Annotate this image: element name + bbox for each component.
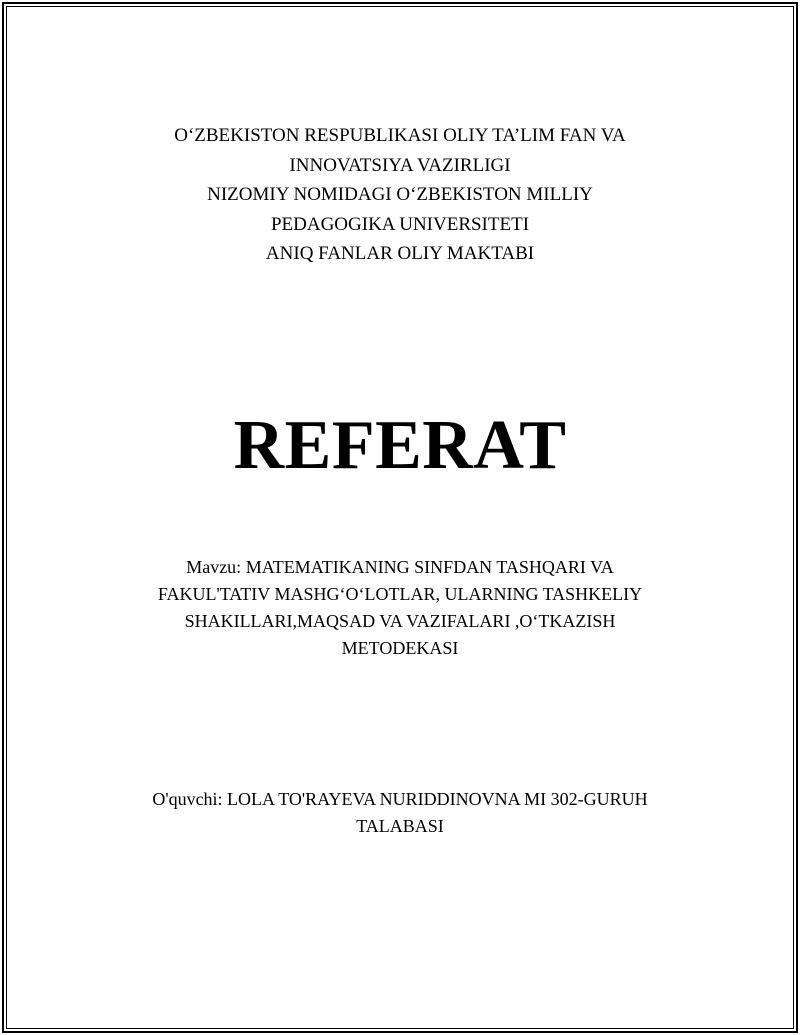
header-line: INNOVATSIYA VAZIRLIGI [289,154,511,176]
student-line: TALABASI [356,816,444,836]
header-line: NIZOMIY NOMIDAGI O‘ZBEKISTON MILLIY [207,184,593,205]
institution-header [0,121,800,269]
topic-block [0,554,800,662]
topic-line: METODEKASI [341,638,459,658]
header-line: O‘ZBEKISTON RESPUBLIKASI OLIY TA’LIM FAN VA [174,125,626,146]
header-line: PEDAGOGIKA UNIVERSITETI [270,213,530,235]
student-line: O'quvchi: LOLA TO'RAYEVA NURIDDINOVNA MI 302-GURUH [152,789,648,809]
topic-line: Mavzu: MATEMATIKANING SINFDAN TASHQARI VA [186,557,614,577]
topic-line: FAKUL'TATIV MASHG‘O‘LOTLAR, ULARNING TASHKELIY [157,584,643,604]
header-line: ANIQ FANLAR OLIY MAKTABI [265,243,535,264]
document-title: REFERAT [233,407,567,484]
topic-line: SHAKILLARI,MAQSAD VA VAZIFALARI ,O‘TKAZISH [184,611,616,631]
student-block [0,786,800,840]
